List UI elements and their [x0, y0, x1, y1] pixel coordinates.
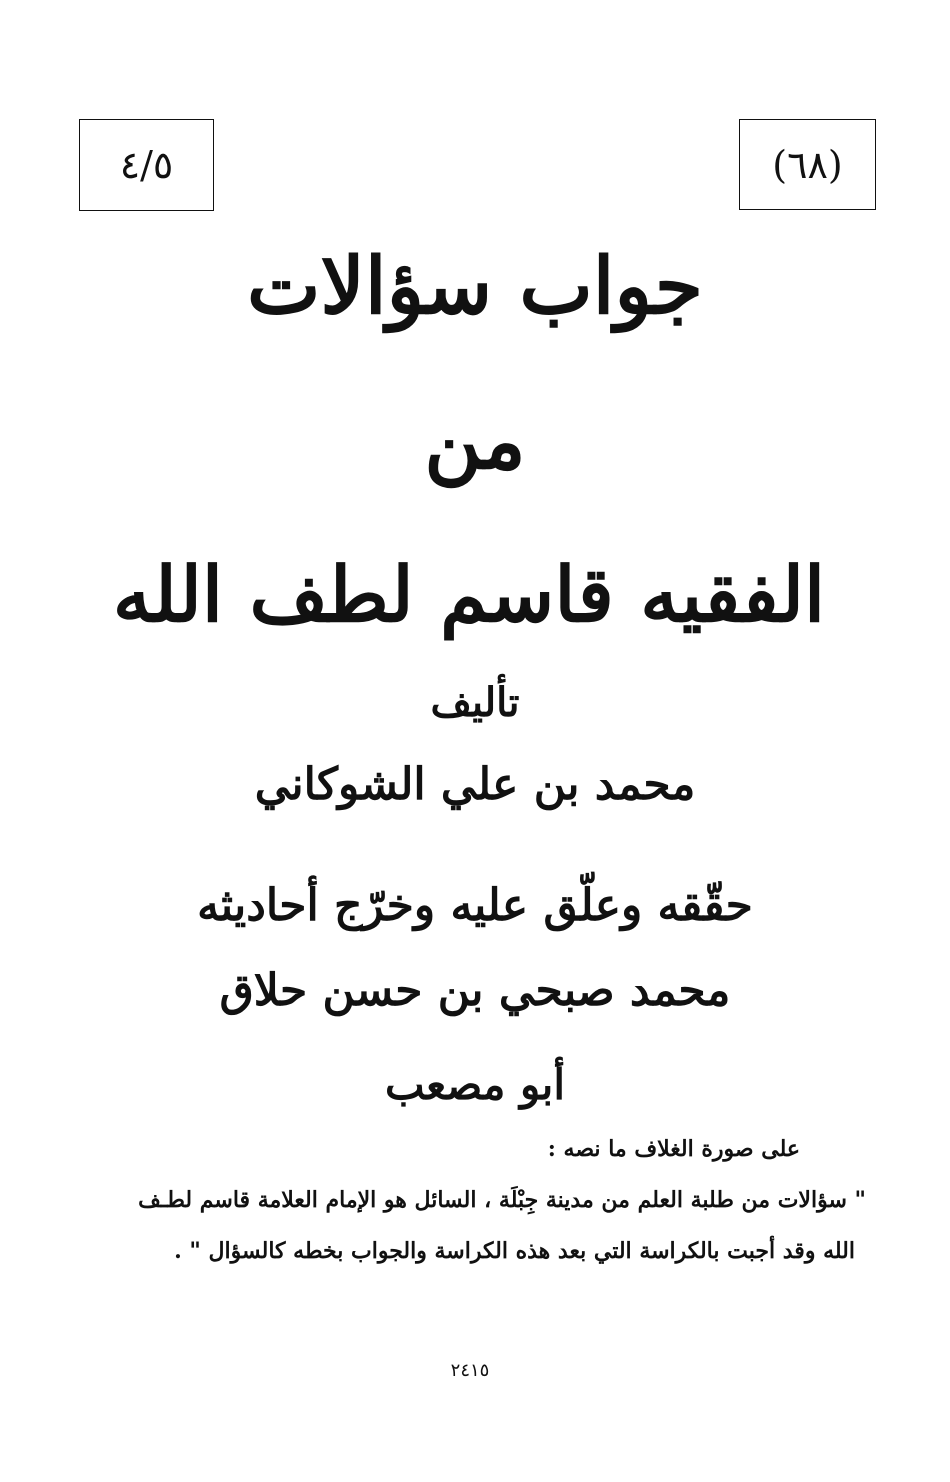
authored-by-label: تأليف — [430, 679, 520, 726]
cover-note-line-2: الله وقد أجبت بالكراسة التي بعد هذه الكراسة والجواب بخطه كالسؤال " . — [174, 1238, 855, 1264]
title-line-2: من — [424, 396, 526, 487]
cover-note-intro: على صورة الغلاف ما نصه : — [547, 1136, 800, 1162]
cover-note-line-1: " سؤالات من طلبة العلم من مدينة جِبْلَة ، السائل هو الإمام العلامة قاسم لطـف — [138, 1187, 866, 1213]
page-number: ٢٤١٥ — [450, 1360, 490, 1381]
title-line-1: جواب سؤالات — [246, 241, 703, 332]
treatise-number-label: (٦٨) — [772, 142, 843, 187]
editor-label: حقّقه وعلّق عليه وخرّج أحاديثه — [197, 880, 753, 931]
author-name: محمد بن علي الشوكاني — [254, 759, 696, 810]
volume-part-box — [79, 119, 214, 211]
volume-part-label: ٤/٥ — [119, 143, 174, 187]
treatise-number-box — [739, 119, 876, 210]
editor-name: محمد صبحي بن حسن حلاق — [219, 965, 731, 1016]
editor-kunya: أبو مصعب — [384, 1060, 566, 1109]
title-line-3: الفقيه قاسم لطف الله — [112, 550, 826, 639]
